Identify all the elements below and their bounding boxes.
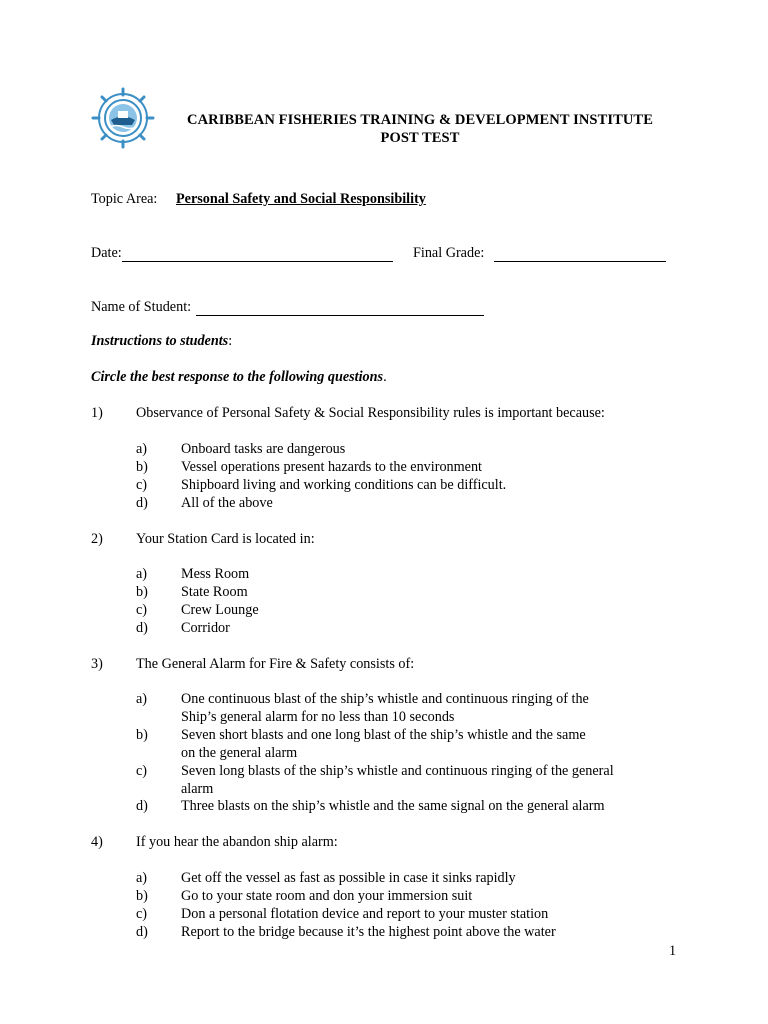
option-text[interactable]: Report to the bridge because it’s the highest point above the water bbox=[181, 924, 556, 940]
question-number: 3) bbox=[91, 656, 103, 672]
option-text[interactable]: Onboard tasks are dangerous bbox=[181, 441, 346, 457]
option-text-continued[interactable]: Ship’s general alarm for no less than 10 seconds bbox=[181, 709, 455, 725]
option-text[interactable]: Three blasts on the ship’s whistle and the same signal on the general alarm bbox=[181, 798, 605, 814]
question-number: 2) bbox=[91, 531, 103, 547]
institute-title: CARIBBEAN FISHERIES TRAINING & DEVELOPMENT INSTITUTE bbox=[187, 112, 653, 128]
test-subtitle: POST TEST bbox=[380, 130, 460, 146]
date-label: Date: bbox=[91, 245, 122, 261]
option-letter[interactable]: b) bbox=[136, 888, 148, 904]
page-number: 1 bbox=[669, 943, 677, 959]
option-text-continued[interactable]: on the general alarm bbox=[181, 745, 298, 761]
option-letter[interactable]: c) bbox=[136, 477, 148, 493]
option-text-continued[interactable]: alarm bbox=[181, 781, 214, 797]
option-text[interactable]: Corridor bbox=[181, 620, 230, 636]
question-text: Observance of Personal Safety & Social Responsibility rules is important because: bbox=[136, 405, 605, 421]
option-letter[interactable]: c) bbox=[136, 763, 148, 779]
option-letter[interactable]: d) bbox=[136, 495, 148, 511]
question-number: 1) bbox=[91, 405, 103, 421]
instructions-heading bbox=[91, 333, 232, 350]
option-text[interactable]: Crew Lounge bbox=[181, 602, 259, 618]
option-letter[interactable]: d) bbox=[136, 924, 148, 940]
option-text[interactable]: Shipboard living and working conditions can be difficult. bbox=[181, 477, 507, 493]
instructions-directive bbox=[91, 369, 387, 386]
option-text[interactable]: Get off the vessel as fast as possible in case it sinks rapidly bbox=[181, 870, 516, 886]
instructions-heading-colon: : bbox=[228, 333, 233, 349]
option-text[interactable]: Vessel operations present hazards to the environment bbox=[181, 459, 482, 475]
option-text[interactable]: Seven long blasts of the ship’s whistle and continuous ringing of the general bbox=[181, 763, 614, 779]
question-number: 4) bbox=[91, 834, 103, 850]
option-letter[interactable]: a) bbox=[136, 566, 148, 582]
student-name-label: Name of Student: bbox=[91, 299, 192, 315]
final-grade-blank-line[interactable] bbox=[494, 246, 666, 262]
date-blank-line[interactable] bbox=[122, 246, 393, 262]
instructions-directive-text: Circle the best response to the following questions bbox=[91, 369, 384, 385]
option-letter[interactable]: b) bbox=[136, 584, 148, 600]
topic-area-value: Personal Safety and Social Responsibility bbox=[176, 191, 426, 207]
option-text[interactable]: Seven short blasts and one long blast of the ship’s whistle and the same bbox=[181, 727, 586, 743]
option-letter[interactable]: b) bbox=[136, 727, 148, 743]
option-letter[interactable]: d) bbox=[136, 798, 148, 814]
question-text: If you hear the abandon ship alarm: bbox=[136, 834, 338, 850]
question-text: The General Alarm for Fire & Safety consists of: bbox=[136, 656, 415, 672]
option-letter[interactable]: d) bbox=[136, 620, 148, 636]
option-letter[interactable]: c) bbox=[136, 906, 148, 922]
student-name-blank-line[interactable] bbox=[196, 300, 484, 316]
topic-area-label: Topic Area: bbox=[91, 191, 158, 207]
option-letter[interactable]: a) bbox=[136, 691, 148, 707]
option-letter[interactable]: a) bbox=[136, 870, 148, 886]
option-text[interactable]: Don a personal flotation device and report to your muster station bbox=[181, 906, 549, 922]
option-text[interactable]: Mess Room bbox=[181, 566, 250, 582]
final-grade-label: Final Grade: bbox=[413, 245, 485, 261]
option-letter[interactable]: a) bbox=[136, 441, 148, 457]
option-text[interactable]: Go to your state room and don your immersion suit bbox=[181, 888, 473, 904]
instructions-heading-text: Instructions to students bbox=[91, 333, 229, 349]
option-letter[interactable]: c) bbox=[136, 602, 148, 618]
instructions-directive-period: . bbox=[383, 369, 387, 385]
option-text[interactable]: All of the above bbox=[181, 495, 273, 511]
question-text: Your Station Card is located in: bbox=[136, 531, 315, 547]
option-letter[interactable]: b) bbox=[136, 459, 148, 475]
option-text[interactable]: State Room bbox=[181, 584, 248, 600]
option-text[interactable]: One continuous blast of the ship’s whistle and continuous ringing of the bbox=[181, 691, 589, 707]
